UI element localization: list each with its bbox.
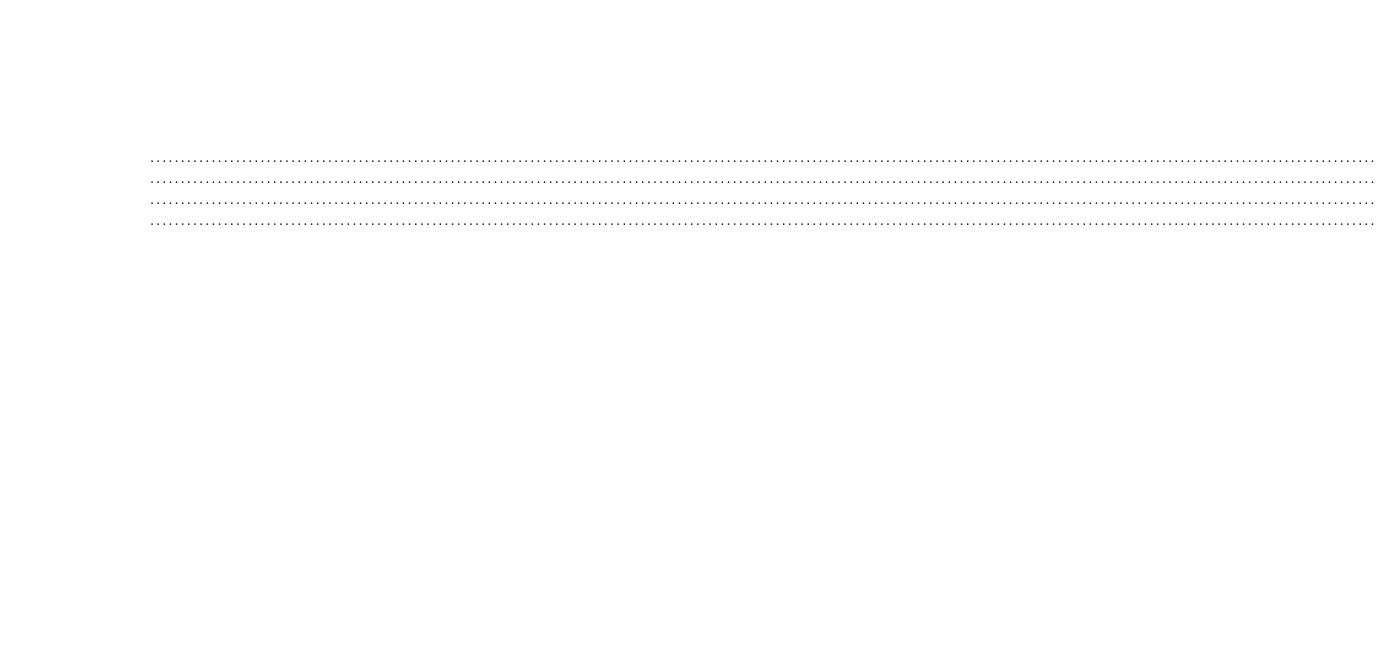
toc-entry-title bbox=[146, 192, 1376, 210]
dot-leader: ........................................................................................................................................................................................................ bbox=[150, 214, 1376, 229]
toc-entry-title bbox=[146, 171, 1376, 189]
toc-entry bbox=[60, 192, 1376, 210]
toc-entry-title bbox=[146, 213, 1376, 231]
dot-leader: ........................................................................................................................................................................................................ bbox=[150, 151, 1376, 166]
dot-leader: ........................................................................................................................................................................................................ bbox=[150, 193, 1376, 208]
table-of-contents bbox=[60, 150, 1376, 234]
toc-entry bbox=[60, 171, 1376, 189]
dot-leader: ........................................................................................................................................................................................................ bbox=[150, 172, 1376, 187]
toc-entry bbox=[60, 213, 1376, 231]
toc-entry bbox=[60, 150, 1376, 168]
toc-entry-title bbox=[146, 150, 1376, 168]
